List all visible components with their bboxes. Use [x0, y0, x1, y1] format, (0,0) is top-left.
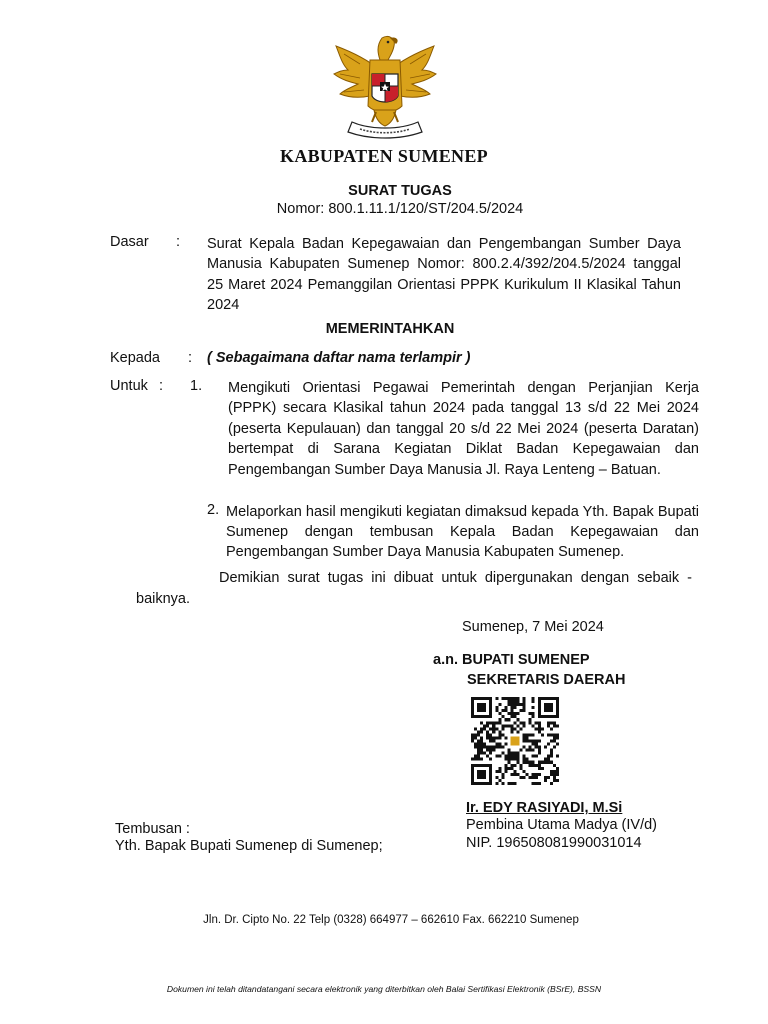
untuk-colon: :: [159, 378, 164, 394]
kepada-label: Kepada: [110, 350, 160, 366]
untuk-item-1-text: Mengikuti Orientasi Pegawai Pemerintah dengan Perjanjian Kerja (PPPK) secara Klasikal tahun 2024 pada tanggal 13 s/d 22 Mei 2024 (peserta Kepulauan) dan tanggal 20 s/d 22 Mei 2024 (peserta Daratan) bertempat di Sarana Kegiatan Diklat Badan Kepegawaian dan Pengembangan Sumber Daya Manusia Jl. Raya Lenteng – Batuan.: [228, 380, 699, 478]
on-behalf-of: a.n. BUPATI SUMENEP: [433, 652, 590, 668]
untuk-item-2-number: 2.: [207, 502, 220, 518]
document-title: SURAT TUGAS: [348, 183, 452, 199]
untuk-label: Untuk: [110, 378, 148, 394]
cc-title: Tembusan :: [115, 821, 190, 837]
closing-text: Demikian surat tugas ini dibuat untuk dipergunakan dengan sebaik - baiknya.: [136, 570, 692, 607]
signer-rank: Pembina Utama Madya (IV/d): [466, 817, 657, 833]
qr-code-icon: [471, 697, 559, 785]
office-address: Jln. Dr. Cipto No. 22 Telp (0328) 664977 – 662610 Fax. 662210 Sumenep: [203, 914, 579, 926]
kepada-colon: :: [188, 350, 193, 366]
cc-item: Yth. Bapak Bupati Sumenep di Sumenep;: [115, 838, 383, 854]
garuda-pancasila-emblem-icon: [330, 30, 440, 142]
untuk-item-1-number: 1.: [190, 378, 203, 394]
e-signature-note: Dokumen ini telah ditandatangani secara elektronik yang diterbitkan oleh Balai Sertifikasi Elektronik (BSrE), BSSN: [166, 984, 602, 994]
kepada-value: ( Sebagaimana daftar nama terlampir ): [207, 350, 471, 366]
dasar-label: Dasar: [110, 234, 149, 250]
signer-name: Ir. EDY RASIYADI, M.Si: [466, 800, 623, 816]
command-heading: MEMERINTAHKAN: [325, 321, 455, 337]
signer-position: SEKRETARIS DAERAH: [467, 672, 626, 688]
regency-title: KABUPATEN SUMENEP: [280, 146, 488, 166]
signer-nip: NIP. 196508081990031014: [466, 835, 642, 851]
dasar-text: Surat Kepala Badan Kepegawaian dan Pengembangan Sumber Daya Manusia Kabupaten Sumenep Nomor: 800.2.4/392/204.5/2024 tanggal 25 Maret 2024 Pemanggilan Orientasi PPPK Kurikulum II Klasikal Tahun 2024: [207, 236, 681, 313]
place-date: Sumenep, 7 Mei 2024: [462, 619, 604, 635]
dasar-colon: :: [176, 234, 181, 250]
untuk-item-2-text: Melaporkan hasil mengikuti kegiatan dimaksud kepada Yth. Bapak Bupati Sumenep dengan tembusan Kepala Badan Kepegawaian dan Pengembangan Sumber Daya Manusia Kabupaten Sumenep.: [226, 504, 699, 560]
document-number: Nomor: 800.1.11.1/120/ST/204.5/2024: [276, 201, 524, 217]
